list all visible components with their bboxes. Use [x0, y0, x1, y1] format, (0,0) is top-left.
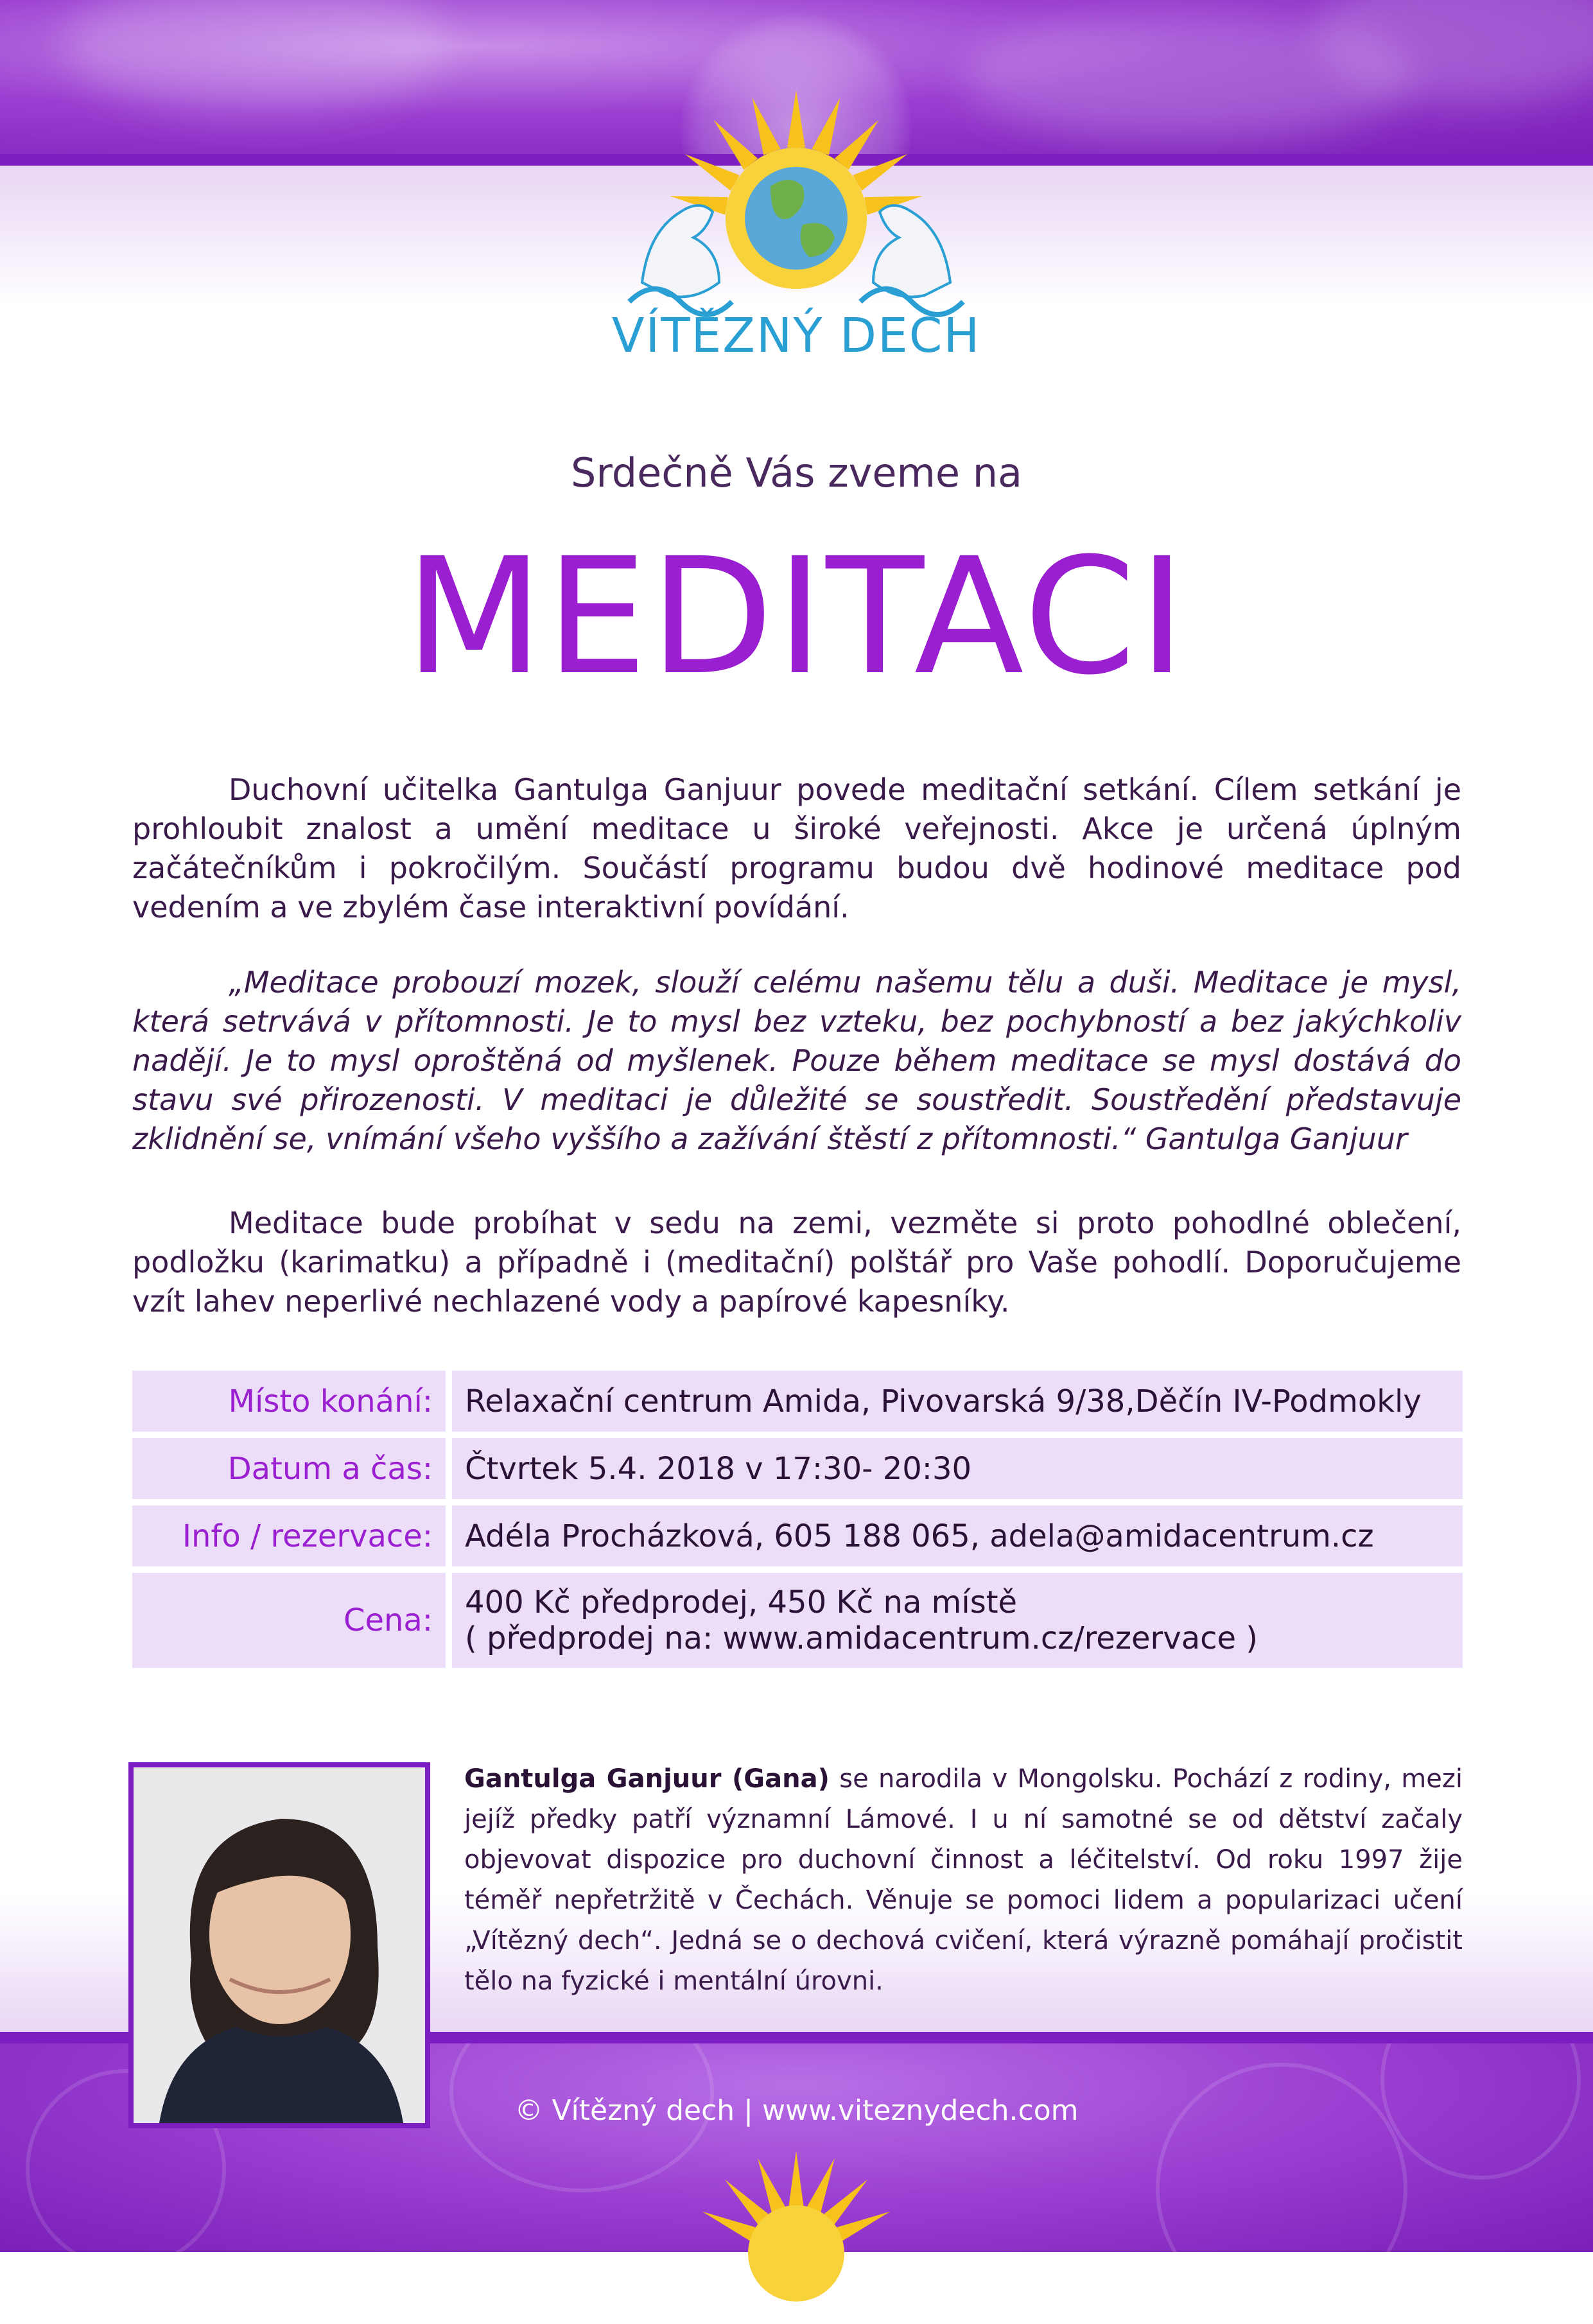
invite-line: Srdečně Vás zveme na [570, 449, 1022, 496]
speaker-bio [464, 1759, 1463, 2002]
table-row [132, 1573, 1463, 1668]
price-value-line-2: ( předprodej na: www.amidacentrum.cz/rezervace ) [465, 1620, 1258, 1656]
price-label: Cena: [132, 1573, 446, 1668]
intro-paragraph: Duchovní učitelka Gantulga Ganjuur povede meditační setkání. Cílem setkání je prohloubit znalost a umění meditace u široké veřejnosti. Akce je určená úplným začátečníkům i pokročilým. Součástí programu budou dvě hodinové meditace pod vedením a ve zbylém čase interaktivní povídání. [132, 772, 1461, 924]
date-label: Datum a čas: [132, 1438, 446, 1499]
speaker-name: Gantulga Ganjuur (Gana) [464, 1764, 830, 1794]
table-row [132, 1505, 1463, 1566]
footer-text: © Vítězný dech | www.viteznydech.com [514, 2094, 1079, 2127]
price-value [452, 1573, 1463, 1668]
logo-text: VÍTĚZNÝ DECH [611, 308, 981, 363]
portrait-photo [128, 1762, 430, 2128]
date-value: Čtvrtek 5.4. 2018 v 17:30- 20:30 [452, 1438, 1463, 1499]
horse-right-icon [873, 205, 950, 297]
table-row [132, 1371, 1463, 1432]
horse-left-icon [642, 205, 719, 297]
main-title: MEDITACI [405, 523, 1188, 710]
place-value: Relaxační centrum Amida, Pivovarská 9/38,Děčín IV-Podmokly [452, 1371, 1463, 1432]
instructions-paragraph: Meditace bude probíhat v sedu na zemi, vezměte si proto pohodlné oblečení, podložku (karimatku) a případně i (meditační) polštář pro Vaše pohodlí. Doporučujeme vzít lahev neperlivé nechlazené vody a papírové kapesníky. [132, 1206, 1461, 1319]
event-info-table [132, 1371, 1463, 1674]
contact-value: Adéla Procházková, 605 188 065, adela@amidacentrum.cz [452, 1505, 1463, 1566]
price-value-line-1: 400 Kč předprodej, 450 Kč na místě [465, 1584, 1018, 1620]
speaker-bio-text: se narodila v Mongolsku. Pochází z rodiny, mezi jejíž předky patří významní Lámové. I u ní samotné se od dětství začaly objevovat dispozice pro duchovní činnost a léčitelství. Od roku 1997 žije téměř nepřetržitě v Čechách. Věnuje se pomoci lidem a popularizaci učení „Vítězný dech“. Jedná se o dechová cvičení, která výrazně pomáhají pročistit tělo na fyzické i mentální úrovni. [464, 1764, 1463, 1996]
table-row [132, 1438, 1463, 1499]
footer-sun-icon [668, 2131, 925, 2324]
quote-paragraph: „Meditace probouzí mozek, slouží celému našemu tělu a duši. Meditace je mysl, která setrvává v přítomnosti. Je to mysl bez vzteku, bez pochybností a bez jakýchkoliv nadějí. Je to mysl oproštěná od myšlenek. Pouze během meditace se mysl dostává do stavu své přirozenosti. V meditaci je důležité se soustředit. Soustředění představuje zklidnění se, vnímání všeho vyššího a zažívání štěstí z přítomnosti.“ Gantulga Ganjuur [132, 965, 1461, 1156]
contact-label: Info / rezervace: [132, 1505, 446, 1566]
portrait-icon [134, 1767, 425, 2123]
place-label: Místo konání: [132, 1371, 446, 1432]
